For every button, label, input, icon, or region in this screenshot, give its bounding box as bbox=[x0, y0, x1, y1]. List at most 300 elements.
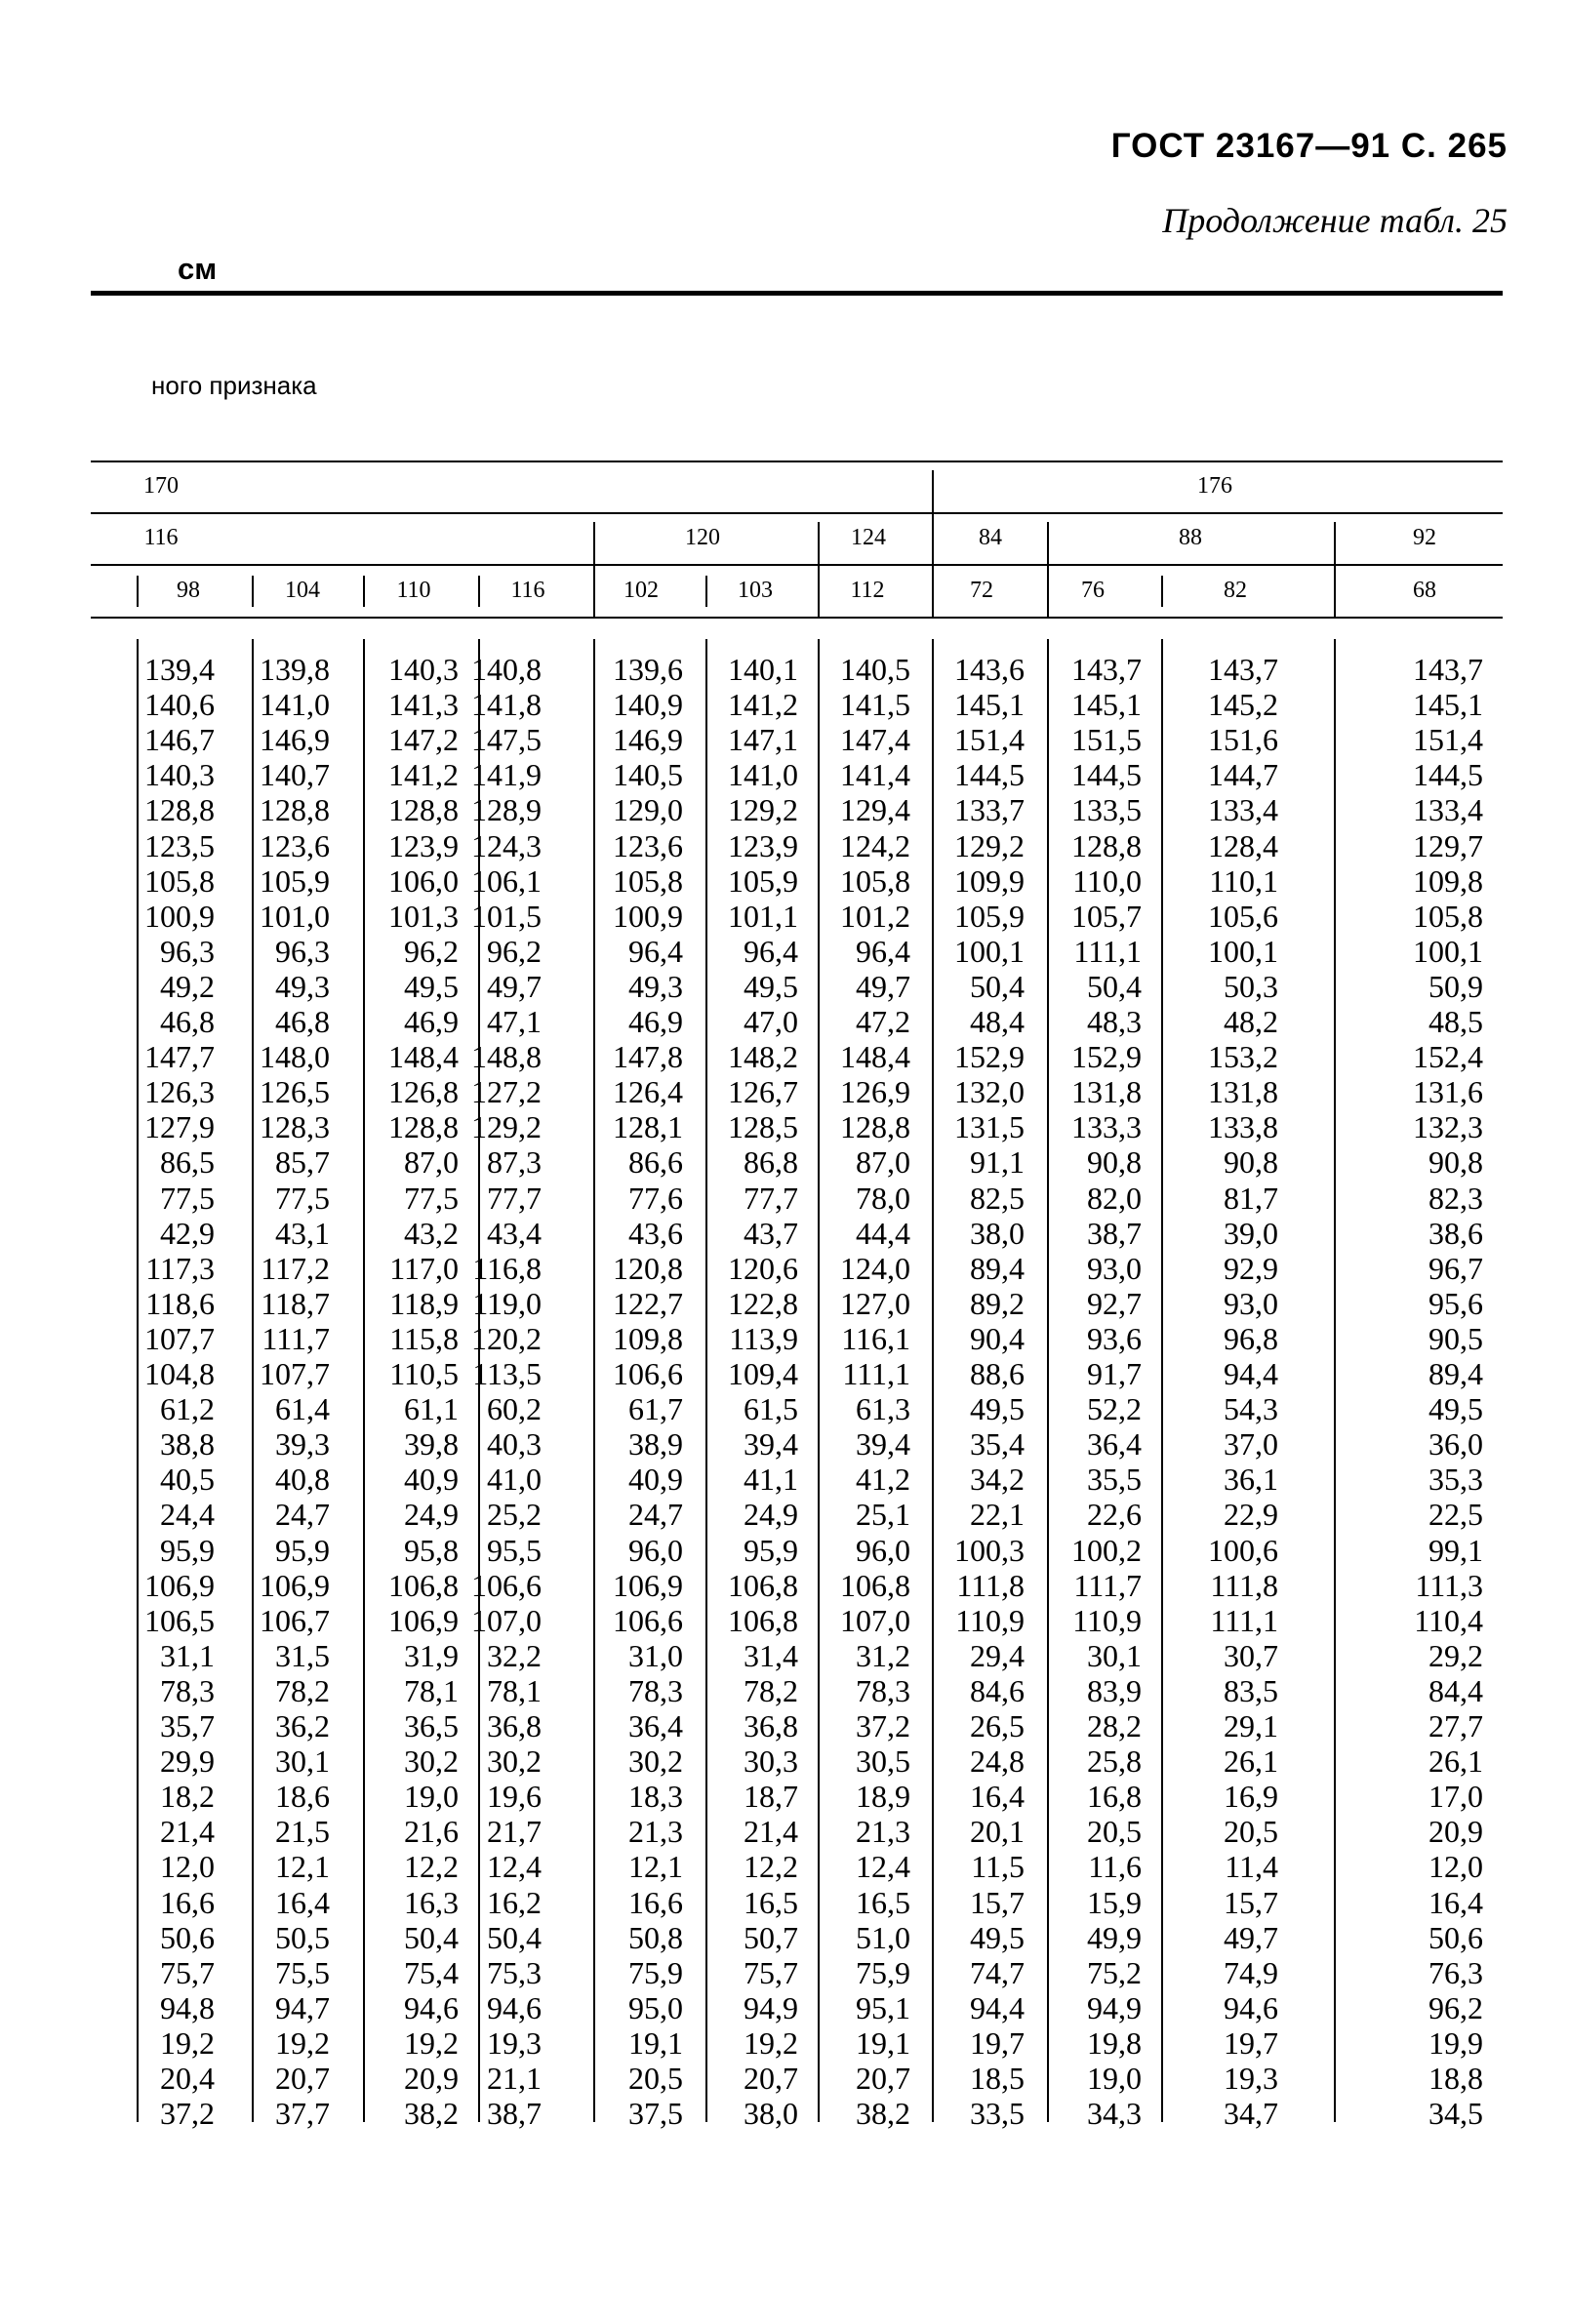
table-cell: 147,5 bbox=[471, 722, 542, 758]
table-cell: 123,9 bbox=[728, 827, 798, 863]
table-cell: 46,9 bbox=[628, 1004, 683, 1039]
table-cell: 144,5 bbox=[1413, 757, 1483, 793]
table-cell: 20,9 bbox=[404, 2061, 459, 2096]
table-cell: 131,8 bbox=[1071, 1074, 1142, 1110]
header-divider bbox=[137, 576, 139, 607]
table-cell: 34,5 bbox=[1428, 2096, 1483, 2132]
table-cell: 31,1 bbox=[160, 1637, 215, 1673]
table-cell: 127,2 bbox=[471, 1074, 542, 1110]
hip-110-header: 110 bbox=[396, 578, 431, 603]
hip-72-header: 72 bbox=[970, 578, 993, 603]
table-cell: 19,2 bbox=[275, 2024, 330, 2061]
table-cell: 148,8 bbox=[471, 1039, 542, 1075]
table-cell: 26,1 bbox=[1428, 1743, 1483, 1780]
table-cell: 140,6 bbox=[144, 687, 215, 723]
table-cell: 94,6 bbox=[487, 1989, 542, 2025]
table-cell: 128,9 bbox=[471, 792, 542, 828]
table-cell: 148,2 bbox=[728, 1039, 798, 1075]
table-cell: 39,3 bbox=[275, 1426, 330, 1463]
table-cell: 147,1 bbox=[728, 722, 798, 758]
table-cell: 90,8 bbox=[1087, 1144, 1142, 1181]
table-cell: 16,4 bbox=[1428, 1884, 1483, 1920]
table-cell: 152,4 bbox=[1413, 1039, 1483, 1075]
table-cell: 29,2 bbox=[1428, 1637, 1483, 1673]
table-cell: 94,6 bbox=[404, 1989, 459, 2025]
table-cell: 36,1 bbox=[1224, 1462, 1278, 1498]
table-cell: 40,8 bbox=[275, 1462, 330, 1498]
table-cell: 24,7 bbox=[275, 1497, 330, 1533]
table-cell: 20,7 bbox=[744, 2061, 798, 2096]
table-cell: 151,4 bbox=[1413, 722, 1483, 758]
table-cell: 105,9 bbox=[260, 862, 330, 899]
table-cell: 85,7 bbox=[275, 1144, 330, 1181]
chest-88-header: 88 bbox=[1179, 525, 1202, 550]
table-cell: 128,8 bbox=[840, 1109, 910, 1145]
table-cell: 128,5 bbox=[728, 1109, 798, 1145]
table-cell: 16,5 bbox=[744, 1884, 798, 1920]
table-cell: 21,4 bbox=[744, 1814, 798, 1850]
table-cell: 20,4 bbox=[160, 2061, 215, 2096]
table-cell: 20,5 bbox=[1224, 1814, 1278, 1850]
height-176-header: 176 bbox=[1197, 473, 1232, 499]
table-cell: 50,8 bbox=[628, 1919, 683, 1955]
table-cell: 12,2 bbox=[744, 1849, 798, 1885]
table-cell: 16,4 bbox=[970, 1779, 1025, 1815]
table-cell: 16,2 bbox=[487, 1884, 542, 1920]
table-cell: 77,5 bbox=[160, 1180, 215, 1216]
table-cell: 43,7 bbox=[744, 1215, 798, 1251]
table-cell: 110,9 bbox=[1072, 1602, 1142, 1638]
table-cell: 143,7 bbox=[1071, 652, 1142, 687]
table-cell: 107,7 bbox=[260, 1356, 330, 1391]
table-cell: 132,3 bbox=[1413, 1109, 1483, 1145]
table-cell: 105,8 bbox=[1413, 898, 1483, 934]
table-cell: 78,1 bbox=[404, 1672, 459, 1708]
table-cell: 12,2 bbox=[404, 1849, 459, 1885]
table-cell: 100,9 bbox=[613, 898, 683, 934]
header-divider bbox=[252, 576, 254, 607]
table-cell: 49,5 bbox=[744, 968, 798, 1004]
table-cell: 21,4 bbox=[160, 1814, 215, 1850]
table-cell: 113,9 bbox=[729, 1320, 798, 1356]
table-cell: 151,5 bbox=[1071, 722, 1142, 758]
table-cell: 131,5 bbox=[954, 1109, 1025, 1145]
table-cell: 12,4 bbox=[856, 1849, 910, 1885]
table-cell: 21,3 bbox=[628, 1814, 683, 1850]
table-cell: 133,8 bbox=[1208, 1109, 1278, 1145]
table-cell: 110,9 bbox=[955, 1602, 1025, 1638]
table-cell: 49,9 bbox=[1087, 1919, 1142, 1955]
table-cell: 47,2 bbox=[856, 1004, 910, 1039]
table-cell: 43,2 bbox=[404, 1215, 459, 1251]
table-cell: 116,8 bbox=[472, 1250, 542, 1286]
table-cell: 16,4 bbox=[275, 1884, 330, 1920]
table-cell: 33,5 bbox=[970, 2096, 1025, 2132]
table-cell: 111,1 bbox=[1073, 933, 1142, 969]
table-cell: 95,0 bbox=[628, 1989, 683, 2025]
table-cell: 11,5 bbox=[971, 1849, 1025, 1885]
table-cell: 141,8 bbox=[471, 687, 542, 723]
table-cell: 117,2 bbox=[261, 1250, 330, 1286]
table-cell: 90,5 bbox=[1428, 1320, 1483, 1356]
table-cell: 133,4 bbox=[1413, 792, 1483, 828]
table-cell: 49,7 bbox=[1224, 1919, 1278, 1955]
table-cell: 78,3 bbox=[856, 1672, 910, 1708]
table-cell: 105,6 bbox=[1208, 898, 1278, 934]
table-cell: 126,4 bbox=[613, 1074, 683, 1110]
table-cell: 107,7 bbox=[144, 1320, 215, 1356]
table-cell: 18,9 bbox=[856, 1779, 910, 1815]
table-cell: 110,4 bbox=[1414, 1602, 1483, 1638]
table-cell: 141,0 bbox=[728, 757, 798, 793]
table-cell: 87,0 bbox=[856, 1144, 910, 1181]
table-cell: 37,2 bbox=[160, 2096, 215, 2132]
table-cell: 145,1 bbox=[1413, 687, 1483, 723]
table-cell: 49,5 bbox=[970, 1919, 1025, 1955]
table-cell: 118,7 bbox=[261, 1285, 330, 1321]
table-cell: 74,7 bbox=[970, 1954, 1025, 1990]
table-cell: 50,3 bbox=[1224, 968, 1278, 1004]
table-cell: 131,8 bbox=[1208, 1074, 1278, 1110]
table-cell: 49,7 bbox=[856, 968, 910, 1004]
table-cell: 126,8 bbox=[388, 1074, 459, 1110]
table-cell: 52,2 bbox=[1087, 1391, 1142, 1427]
table-cell: 123,9 bbox=[388, 827, 459, 863]
table-cell: 19,2 bbox=[744, 2024, 798, 2061]
table-cell: 15,9 bbox=[1087, 1884, 1142, 1920]
table-cell: 61,5 bbox=[744, 1391, 798, 1427]
table-cell: 91,1 bbox=[970, 1144, 1025, 1181]
table-cell: 128,8 bbox=[388, 1109, 459, 1145]
unit-label: см bbox=[178, 252, 218, 286]
table-cell: 27,7 bbox=[1428, 1708, 1483, 1743]
table-cell: 106,0 bbox=[388, 862, 459, 899]
table-cell: 60,2 bbox=[487, 1391, 542, 1427]
table-cell: 37,0 bbox=[1224, 1426, 1278, 1463]
table-cell: 12,1 bbox=[628, 1849, 683, 1885]
table-cell: 29,9 bbox=[160, 1743, 215, 1780]
table-cell: 18,3 bbox=[628, 1779, 683, 1815]
table-cell: 109,8 bbox=[1413, 862, 1483, 899]
table-cell: 24,9 bbox=[404, 1497, 459, 1533]
table-cell: 12,1 bbox=[275, 1849, 330, 1885]
table-cell: 126,3 bbox=[144, 1074, 215, 1110]
hip-82-header: 82 bbox=[1224, 578, 1247, 603]
table-cell: 16,9 bbox=[1224, 1779, 1278, 1815]
table-cell: 43,6 bbox=[628, 1215, 683, 1251]
header-divider bbox=[593, 522, 595, 617]
table-cell: 46,8 bbox=[160, 1004, 215, 1039]
table-cell: 145,1 bbox=[954, 687, 1025, 723]
table-cell: 19,7 bbox=[1224, 2024, 1278, 2061]
table-cell: 126,9 bbox=[840, 1074, 910, 1110]
table-cell: 100,2 bbox=[1071, 1532, 1142, 1568]
table-cell: 20,7 bbox=[275, 2061, 330, 2096]
table-cell: 81,7 bbox=[1224, 1180, 1278, 1216]
table-cell: 24,7 bbox=[628, 1497, 683, 1533]
table-cell: 46,9 bbox=[404, 1004, 459, 1039]
table-cell: 92,7 bbox=[1087, 1285, 1142, 1321]
table-cell: 35,7 bbox=[160, 1708, 215, 1743]
table-cell: 36,4 bbox=[1087, 1426, 1142, 1463]
table-cell: 94,6 bbox=[1224, 1989, 1278, 2025]
header-divider bbox=[1334, 522, 1336, 617]
table-cell: 141,0 bbox=[260, 687, 330, 723]
table-cell: 82,3 bbox=[1428, 1180, 1483, 1216]
table-cell: 120,2 bbox=[471, 1320, 542, 1356]
table-cell: 38,6 bbox=[1428, 1215, 1483, 1251]
table-cell: 95,9 bbox=[744, 1532, 798, 1568]
table-cell: 61,2 bbox=[160, 1391, 215, 1427]
table-cell: 116,1 bbox=[841, 1320, 910, 1356]
table-cell: 48,4 bbox=[970, 1004, 1025, 1039]
table-cell: 105,9 bbox=[954, 898, 1025, 934]
table-cell: 101,5 bbox=[471, 898, 542, 934]
table-cell: 35,5 bbox=[1087, 1462, 1142, 1498]
table-cell: 106,5 bbox=[144, 1602, 215, 1638]
table-cell: 30,2 bbox=[404, 1743, 459, 1780]
table-cell: 16,6 bbox=[628, 1884, 683, 1920]
table-cell: 88,6 bbox=[970, 1356, 1025, 1391]
table-cell: 34,7 bbox=[1224, 2096, 1278, 2132]
table-cell: 143,7 bbox=[1208, 652, 1278, 687]
table-cell: 31,0 bbox=[628, 1637, 683, 1673]
table-cell: 39,8 bbox=[404, 1426, 459, 1463]
table-cell: 146,7 bbox=[144, 722, 215, 758]
table-cell: 94,4 bbox=[970, 1989, 1025, 2025]
table-cell: 15,7 bbox=[1224, 1884, 1278, 1920]
table-cell: 50,4 bbox=[404, 1919, 459, 1955]
table-cell: 96,4 bbox=[856, 933, 910, 969]
table-cell: 111,8 bbox=[1210, 1567, 1278, 1603]
row-rule-height bbox=[91, 512, 1503, 514]
table-cell: 105,7 bbox=[1071, 898, 1142, 934]
table-cell: 141,2 bbox=[728, 687, 798, 723]
table-cell: 35,3 bbox=[1428, 1462, 1483, 1498]
table-cell: 26,5 bbox=[970, 1708, 1025, 1743]
page-header-standard: ГОСТ 23167—91 С. 265 bbox=[1110, 127, 1508, 165]
table-cell: 120,8 bbox=[613, 1250, 683, 1286]
table-cell: 140,8 bbox=[471, 652, 542, 687]
table-cell: 20,5 bbox=[1087, 1814, 1142, 1850]
hip-103-header: 103 bbox=[738, 578, 773, 603]
table-cell: 111,8 bbox=[956, 1567, 1025, 1603]
table-cell: 105,9 bbox=[728, 862, 798, 899]
body-divider bbox=[1334, 639, 1336, 2122]
table-continuation-caption: Продолжение табл. 25 bbox=[1162, 201, 1508, 240]
table-cell: 89,4 bbox=[1428, 1356, 1483, 1391]
table-cell: 34,3 bbox=[1087, 2096, 1142, 2132]
table-cell: 94,9 bbox=[1087, 1989, 1142, 2025]
table-cell: 93,0 bbox=[1087, 1250, 1142, 1286]
table-cell: 38,2 bbox=[404, 2096, 459, 2132]
table-cell: 78,2 bbox=[275, 1672, 330, 1708]
table-cell: 83,9 bbox=[1087, 1672, 1142, 1708]
table-cell: 129,0 bbox=[613, 792, 683, 828]
table-cell: 16,5 bbox=[856, 1884, 910, 1920]
table-cell: 105,8 bbox=[840, 862, 910, 899]
table-cell: 106,9 bbox=[260, 1567, 330, 1603]
table-cell: 26,1 bbox=[1224, 1743, 1278, 1780]
table-cell: 144,5 bbox=[954, 757, 1025, 793]
table-cell: 95,6 bbox=[1428, 1285, 1483, 1321]
table-cell: 29,1 bbox=[1224, 1708, 1278, 1743]
table-cell: 140,3 bbox=[144, 757, 215, 793]
table-cell: 148,0 bbox=[260, 1039, 330, 1075]
header-divider bbox=[363, 576, 365, 607]
table-cell: 18,2 bbox=[160, 1779, 215, 1815]
table-cell: 31,5 bbox=[275, 1637, 330, 1673]
table-cell: 28,2 bbox=[1087, 1708, 1142, 1743]
table-cell: 78,2 bbox=[744, 1672, 798, 1708]
table-cell: 106,9 bbox=[613, 1567, 683, 1603]
table-cell: 140,3 bbox=[388, 652, 459, 687]
table-cell: 104,8 bbox=[144, 1356, 215, 1391]
table-cell: 25,2 bbox=[487, 1497, 542, 1533]
table-cell: 49,5 bbox=[1428, 1391, 1483, 1427]
table-cell: 77,6 bbox=[628, 1180, 683, 1216]
table-cell: 106,9 bbox=[388, 1602, 459, 1638]
table-cell: 75,4 bbox=[404, 1954, 459, 1990]
hip-116-header: 116 bbox=[510, 578, 545, 603]
table-cell: 37,7 bbox=[275, 2096, 330, 2132]
table-cell: 11,4 bbox=[1225, 1849, 1278, 1885]
table-cell: 117,0 bbox=[389, 1250, 459, 1286]
table-cell: 50,4 bbox=[970, 968, 1025, 1004]
table-cell: 31,4 bbox=[744, 1637, 798, 1673]
table-cell: 35,4 bbox=[970, 1426, 1025, 1463]
table-cell: 15,7 bbox=[970, 1884, 1025, 1920]
table-cell: 39,4 bbox=[744, 1426, 798, 1463]
table-cell: 38,8 bbox=[160, 1426, 215, 1463]
table-cell: 84,6 bbox=[970, 1672, 1025, 1708]
table-cell: 19,0 bbox=[1087, 2061, 1142, 2096]
table-cell: 89,4 bbox=[970, 1250, 1025, 1286]
table-cell: 19,0 bbox=[404, 1779, 459, 1815]
table-cell: 49,5 bbox=[404, 968, 459, 1004]
table-cell: 77,7 bbox=[487, 1180, 542, 1216]
table-cell: 96,4 bbox=[628, 933, 683, 969]
table-cell: 77,5 bbox=[404, 1180, 459, 1216]
table-cell: 30,7 bbox=[1224, 1637, 1278, 1673]
table-cell: 151,4 bbox=[954, 722, 1025, 758]
table-cell: 36,0 bbox=[1428, 1426, 1483, 1463]
table-cell: 141,2 bbox=[388, 757, 459, 793]
table-cell: 21,5 bbox=[275, 1814, 330, 1850]
table-cell: 50,7 bbox=[744, 1919, 798, 1955]
table-cell: 19,9 bbox=[1428, 2024, 1483, 2061]
table-cell: 49,3 bbox=[628, 968, 683, 1004]
table-cell: 140,5 bbox=[840, 652, 910, 687]
hip-112-header: 112 bbox=[850, 578, 885, 603]
table-cell: 19,7 bbox=[970, 2024, 1025, 2061]
table-cell: 39,0 bbox=[1224, 1215, 1278, 1251]
table-cell: 144,7 bbox=[1208, 757, 1278, 793]
table-cell: 140,5 bbox=[613, 757, 683, 793]
table-cell: 89,2 bbox=[970, 1285, 1025, 1321]
table-cell: 101,3 bbox=[388, 898, 459, 934]
table-cell: 111,3 bbox=[1415, 1567, 1483, 1603]
table-cell: 41,2 bbox=[856, 1462, 910, 1498]
table-cell: 123,6 bbox=[613, 827, 683, 863]
table-cell: 38,9 bbox=[628, 1426, 683, 1463]
table-cell: 143,7 bbox=[1413, 652, 1483, 687]
header-divider bbox=[478, 576, 480, 607]
chest-116-header: 116 bbox=[143, 525, 179, 550]
table-cell: 151,6 bbox=[1208, 722, 1278, 758]
table-cell: 122,7 bbox=[613, 1285, 683, 1321]
table-cell: 30,2 bbox=[628, 1743, 683, 1780]
table-cell: 95,9 bbox=[160, 1532, 215, 1568]
table-cell: 107,0 bbox=[471, 1602, 542, 1638]
table-cell: 21,3 bbox=[856, 1814, 910, 1850]
table-cell: 109,4 bbox=[728, 1356, 798, 1391]
table-cell: 61,3 bbox=[856, 1391, 910, 1427]
table-cell: 11,6 bbox=[1088, 1849, 1142, 1885]
header-divider bbox=[1047, 522, 1049, 617]
table-cell: 131,6 bbox=[1413, 1074, 1483, 1110]
table-cell: 101,0 bbox=[260, 898, 330, 934]
table-cell: 74,9 bbox=[1224, 1954, 1278, 1990]
table-cell: 106,8 bbox=[728, 1567, 798, 1603]
table-cell: 106,9 bbox=[144, 1567, 215, 1603]
table-cell: 110,5 bbox=[389, 1356, 459, 1391]
table-cell: 37,5 bbox=[628, 2096, 683, 2132]
table-cell: 47,0 bbox=[744, 1004, 798, 1039]
table-cell: 18,7 bbox=[744, 1779, 798, 1815]
table-cell: 132,0 bbox=[954, 1074, 1025, 1110]
table-cell: 140,7 bbox=[260, 757, 330, 793]
table-cell: 106,8 bbox=[388, 1567, 459, 1603]
header-divider bbox=[1161, 576, 1163, 607]
table-cell: 153,2 bbox=[1208, 1039, 1278, 1075]
table-cell: 42,9 bbox=[160, 1215, 215, 1251]
table-cell: 129,7 bbox=[1413, 827, 1483, 863]
table-cell: 111,7 bbox=[262, 1320, 330, 1356]
table-cell: 106,8 bbox=[728, 1602, 798, 1638]
table-cell: 54,3 bbox=[1224, 1391, 1278, 1427]
table-cell: 106,8 bbox=[840, 1567, 910, 1603]
table-cell: 38,0 bbox=[744, 2096, 798, 2132]
table-cell: 106,1 bbox=[471, 862, 542, 899]
table-cell: 128,8 bbox=[388, 792, 459, 828]
table-cell: 111,7 bbox=[1073, 1567, 1142, 1603]
table-cell: 90,8 bbox=[1224, 1144, 1278, 1181]
chest-84-header: 84 bbox=[979, 525, 1002, 550]
table-cell: 141,3 bbox=[388, 687, 459, 723]
table-cell: 128,4 bbox=[1208, 827, 1278, 863]
table-cell: 61,1 bbox=[404, 1391, 459, 1427]
table-cell: 19,6 bbox=[487, 1779, 542, 1815]
table-cell: 40,9 bbox=[628, 1462, 683, 1498]
table-cell: 133,5 bbox=[1071, 792, 1142, 828]
table-cell: 96,2 bbox=[404, 933, 459, 969]
table-cell: 40,3 bbox=[487, 1426, 542, 1463]
row-rule-chest bbox=[91, 564, 1503, 566]
table-cell: 36,2 bbox=[275, 1708, 330, 1743]
table-cell: 128,8 bbox=[144, 792, 215, 828]
table-cell: 126,7 bbox=[728, 1074, 798, 1110]
table-cell: 31,2 bbox=[856, 1637, 910, 1673]
header-rule bbox=[91, 291, 1503, 296]
table-cell: 82,0 bbox=[1087, 1180, 1142, 1216]
table-cell: 133,7 bbox=[954, 792, 1025, 828]
table-cell: 50,4 bbox=[1087, 968, 1142, 1004]
table-cell: 127,0 bbox=[840, 1285, 910, 1321]
table-cell: 43,4 bbox=[487, 1215, 542, 1251]
table-cell: 96,3 bbox=[275, 933, 330, 969]
table-cell: 30,2 bbox=[487, 1743, 542, 1780]
